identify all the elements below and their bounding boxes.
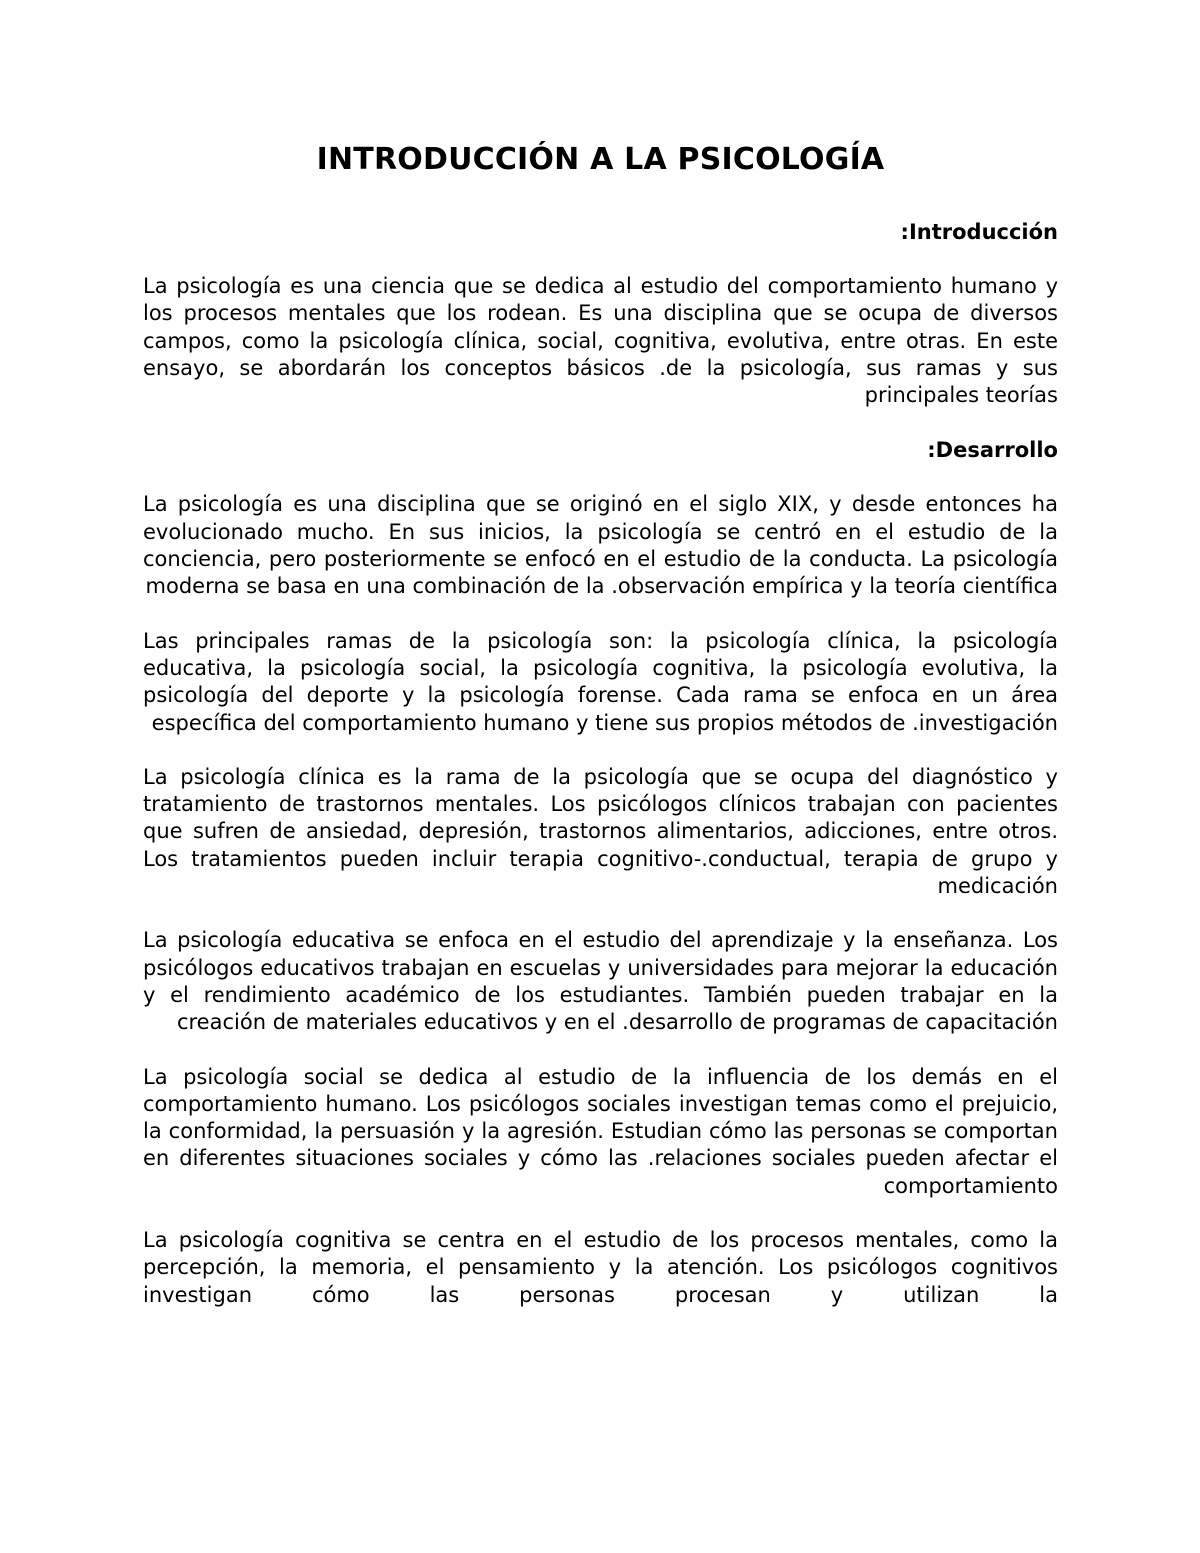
- document-title: INTRODUCCIÓN A LA PSICOLOGÍA: [316, 142, 885, 177]
- paragraph-origen: La psicología es una disciplina que se originó en el siglo XIX, y desde entonces ha evolucionado mucho. En sus inicios, la psicología se centró en el estudio de la conciencia, pero posteriormente se enfocó en el estudio de la conducta. La psicología moderna se basa en una combinación de la .observación empírica y la teoría científica: [143, 492, 1058, 599]
- document-body: [143, 140, 1058, 1309]
- paragraph-social: La psicología social se dedica al estudio de la influencia de los demás en el comportamiento humano. Los psicólogos sociales investigan temas como el prejuicio, la conformidad, la persuasión y la agresión. Estudian cómo las personas se comportan en diferentes situaciones sociales y cómo las .relaciones sociales pueden afectar el comportamiento: [143, 1064, 1058, 1198]
- section-heading-introduccion: :Introducción: [900, 220, 1058, 244]
- paragraph-clinica: La psicología clínica es la rama de la psicología que se ocupa del diagnóstico y tratamiento de trastornos mentales. Los psicólogos clínicos trabajan con pacientes que sufren de ansiedad, depresión, trastornos alimentarios, adicciones, entre otros. Los tratamientos pueden incluir terapia cognitivo-.conductual, terapia de grupo y medicación: [143, 764, 1058, 899]
- paragraph-educativa: La psicología educativa se enfoca en el estudio del aprendizaje y la enseñanza. Los psicólogos educativos trabajan en escuelas y universidades para mejorar la educación y el rendimiento académico de los estudiantes. También pueden trabajar en la creación de materiales educativos y en el .desarrollo de programas de capacitación: [143, 928, 1058, 1035]
- paragraph-cognitiva: La psicología cognitiva se centra en el estudio de los procesos mentales, como la percepción, la memoria, el pensamiento y la atención. Los psicólogos cognitivos investigan cómo las personas procesan y utilizan la: [143, 1228, 1058, 1307]
- paragraph-introduccion: La psicología es una ciencia que se dedica al estudio del comportamiento humano y los procesos mentales que los rodean. Es una disciplina que se ocupa de diversos campos, como la psicología clínica, social, cognitiva, evolutiva, entre otras. En este ensayo, se abordarán los conceptos básicos .de la psicología, sus ramas y sus principales teorías: [143, 274, 1058, 408]
- section-heading-desarrollo: :Desarrollo: [927, 438, 1058, 463]
- paragraph-ramas: Las principales ramas de la psicología son: la psicología clínica, la psicología educativa, la psicología social, la psicología cognitiva, la psicología evolutiva, la psicología del deporte y la psicología forense. Cada rama se enfoca en un área específica del comportamiento humano y tiene sus propios métodos de .investigación: [143, 628, 1058, 735]
